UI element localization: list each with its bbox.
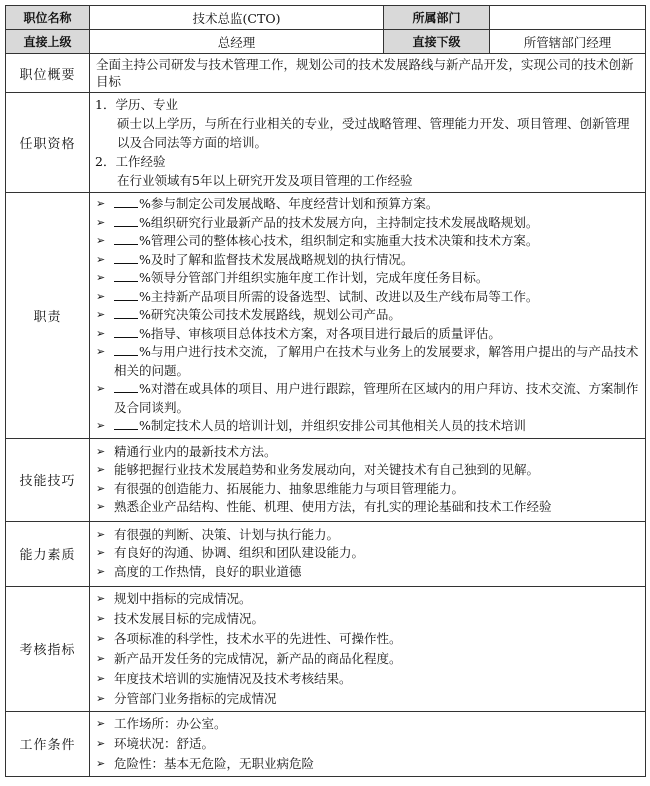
arrow-bullet-icon: ➢	[96, 591, 106, 605]
arrow-bullet-icon: ➢	[96, 564, 106, 578]
condition-text: 工作场所：办公室。	[114, 715, 227, 731]
kpi-text: 分管部门业务指标的完成情况	[114, 690, 277, 706]
fill-in-blank	[114, 214, 138, 227]
skill-text: 精通行业内的最新技术方法。	[114, 443, 277, 459]
skills-content	[90, 438, 646, 521]
fill-in-blank	[114, 343, 138, 356]
duty-text: %制定技术人员的培训计划，并组织安排公司其他相关人员的技术培训	[139, 418, 526, 433]
ability-item	[96, 526, 639, 545]
fill-in-blank	[114, 288, 138, 301]
arrow-bullet-icon: ➢	[96, 546, 106, 560]
arrow-bullet-icon: ➢	[96, 481, 106, 495]
kpi-text: 技术发展目标的完成情况。	[114, 610, 265, 626]
kpi-text: 新产品开发任务的完成情况，新产品的商品化程度。	[114, 650, 402, 666]
header-row-1	[6, 6, 646, 30]
kpi-label: 考核指标	[6, 586, 90, 711]
skills-row	[6, 438, 646, 521]
job-description-document	[5, 5, 645, 777]
arrow-bullet-icon: ➢	[96, 382, 106, 395]
kpi-text: 年度技术培训的实施情况及技术考核结果。	[114, 670, 352, 686]
arrow-bullet-icon: ➢	[96, 234, 106, 247]
duty-text: %领导分管部门并组织实施年度工作计划，完成年度任务目标。	[139, 270, 489, 285]
duty-item	[96, 417, 639, 436]
fill-in-blank	[114, 269, 138, 282]
conditions-row	[6, 711, 646, 776]
ability-text: 高度的工作热情，良好的职业道德	[114, 563, 302, 579]
kpi-row	[6, 586, 646, 711]
duty-item	[96, 251, 639, 270]
fill-in-blank	[114, 417, 138, 430]
department-label: 所属部门	[384, 6, 490, 30]
skill-item	[96, 498, 639, 517]
arrow-bullet-icon: ➢	[96, 611, 106, 625]
fill-in-blank	[114, 195, 138, 208]
qualifications-content	[90, 93, 646, 193]
duty-item	[96, 306, 639, 325]
arrow-bullet-icon: ➢	[96, 308, 106, 321]
duty-text: %研究决策公司技术发展路线，规划公司产品。	[139, 307, 401, 322]
header-row-2	[6, 30, 646, 54]
qualification-detail-experience: 在行业领域有5年以上研究开发及项目管理的工作经验	[117, 173, 413, 188]
kpi-item	[96, 649, 639, 669]
duty-item	[96, 232, 639, 251]
duty-item	[96, 214, 639, 233]
skill-item	[96, 461, 639, 480]
condition-text: 环境状况：舒适。	[114, 735, 215, 751]
arrow-bullet-icon: ➢	[96, 252, 106, 266]
ability-text: 有良好的沟通、协调、组织和团队建设能力。	[114, 545, 365, 561]
overview-row	[6, 54, 646, 93]
fill-in-blank	[114, 325, 138, 338]
kpi-item	[96, 589, 639, 609]
duty-text: %对潜在或具体的项目、用户进行跟踪，管理所在区域内的用户拜访、技术交流、方案制作及合同谈判。	[114, 381, 639, 415]
ability-text: 有很强的判断、决策、计划与执行能力。	[114, 526, 340, 542]
duty-item	[96, 288, 639, 307]
arrow-bullet-icon: ➢	[96, 345, 106, 358]
kpi-item	[96, 629, 639, 649]
duty-text: %主持新产品项目所需的设备选型、试制、改进以及生产线布局等工作。	[139, 288, 539, 304]
duties-row	[6, 193, 646, 439]
arrow-bullet-icon: ➢	[96, 527, 106, 541]
duty-text: %组织研究行业最新产品的技术发展方向，主持制定技术发展战略规划。	[139, 214, 539, 230]
fill-in-blank	[114, 380, 138, 393]
arrow-bullet-icon: ➢	[96, 419, 106, 432]
job-description-table	[5, 5, 646, 777]
skill-text: 熟悉企业产品结构、性能、机理、使用方法，有扎实的理论基础和技术工作经验	[114, 499, 552, 514]
arrow-bullet-icon: ➢	[96, 691, 106, 705]
kpi-item	[96, 669, 639, 689]
arrow-bullet-icon: ➢	[96, 736, 106, 750]
arrow-bullet-icon: ➢	[96, 671, 106, 685]
skill-text: 能够把握行业技术发展趋势和业务发展动向，对关键技术有自己独到的见解。	[114, 462, 540, 477]
overview-text: 全面主持公司研发与技术管理工作，规划公司的技术发展路线与新产品开发，实现公司的技术创新目标	[90, 54, 646, 93]
arrow-bullet-icon: ➢	[96, 215, 106, 229]
abilities-row	[6, 521, 646, 586]
skill-item	[96, 480, 639, 499]
qualification-detail-education: 硕士以上学历，与所在行业相关的专业，受过战略管理、管理能力开发、项目管理、创新管理以及合同法等方面的培训。	[117, 116, 630, 150]
arrow-bullet-icon: ➢	[96, 197, 106, 210]
condition-text: 危险性：基本无危险，无职业病危险	[114, 755, 315, 771]
duties-label: 职责	[6, 193, 90, 439]
arrow-bullet-icon: ➢	[96, 756, 106, 770]
skills-label: 技能技巧	[6, 438, 90, 521]
kpi-item	[96, 689, 639, 709]
kpi-item	[96, 609, 639, 629]
arrow-bullet-icon: ➢	[96, 500, 106, 513]
kpi-text: 各项标准的科学性，技术水平的先进性、可操作性。	[114, 630, 402, 646]
duties-content	[90, 193, 646, 439]
skill-item	[96, 443, 639, 462]
abilities-label: 能力素质	[6, 521, 90, 586]
arrow-bullet-icon: ➢	[96, 651, 106, 665]
arrow-bullet-icon: ➢	[96, 326, 106, 340]
ability-item	[96, 544, 639, 563]
condition-item	[96, 754, 639, 774]
condition-item	[96, 714, 639, 734]
duty-item	[96, 380, 639, 417]
duty-text: %指导、审核项目总体技术方案，对各项目进行最后的质量评估。	[139, 325, 501, 341]
position-name-value: 技术总监(CTO)	[90, 6, 384, 30]
direct-superior-value: 总经理	[90, 30, 384, 54]
duty-text: %及时了解和监督技术发展战略规划的执行情况。	[139, 251, 414, 267]
position-name-label: 职位名称	[6, 6, 90, 30]
ability-item	[96, 563, 639, 582]
arrow-bullet-icon: ➢	[96, 631, 106, 645]
department-value	[490, 6, 646, 30]
duty-text: %参与制定公司发展战略、年度经营计划和预算方案。	[139, 196, 439, 211]
duty-item	[96, 325, 639, 344]
duty-item	[96, 269, 639, 288]
qualification-heading-experience: 2．工作经验	[95, 154, 166, 169]
fill-in-blank	[114, 306, 138, 319]
arrow-bullet-icon: ➢	[96, 716, 106, 730]
arrow-bullet-icon: ➢	[96, 271, 106, 284]
arrow-bullet-icon: ➢	[96, 463, 106, 476]
direct-superior-label: 直接上级	[6, 30, 90, 54]
duty-item	[96, 195, 639, 214]
conditions-content	[90, 711, 646, 776]
fill-in-blank	[114, 232, 138, 245]
arrow-bullet-icon: ➢	[96, 289, 106, 303]
qualifications-row	[6, 93, 646, 193]
condition-item	[96, 734, 639, 754]
direct-subordinate-value: 所管辖部门经理	[490, 30, 646, 54]
direct-subordinate-label: 直接下级	[384, 30, 490, 54]
duty-text: %与用户进行技术交流，了解用户在技术与业务上的发展要求，解答用户提出的与产品技术相关的问题。	[114, 344, 639, 378]
fill-in-blank	[114, 251, 138, 264]
overview-label: 职位概要	[6, 54, 90, 93]
kpi-text: 规划中指标的完成情况。	[114, 590, 252, 606]
abilities-content	[90, 521, 646, 586]
duty-item	[96, 343, 639, 380]
kpi-content	[90, 586, 646, 711]
conditions-label: 工作条件	[6, 711, 90, 776]
duty-text: %管理公司的整体核心技术，组织制定和实施重大技术决策和技术方案。	[139, 233, 539, 248]
arrow-bullet-icon: ➢	[96, 444, 106, 458]
qualifications-label: 任职资格	[6, 93, 90, 193]
skill-text: 有很强的创造能力、拓展能力、抽象思维能力与项目管理能力。	[114, 480, 465, 496]
qualification-heading-education: 1．学历、专业	[95, 97, 178, 112]
